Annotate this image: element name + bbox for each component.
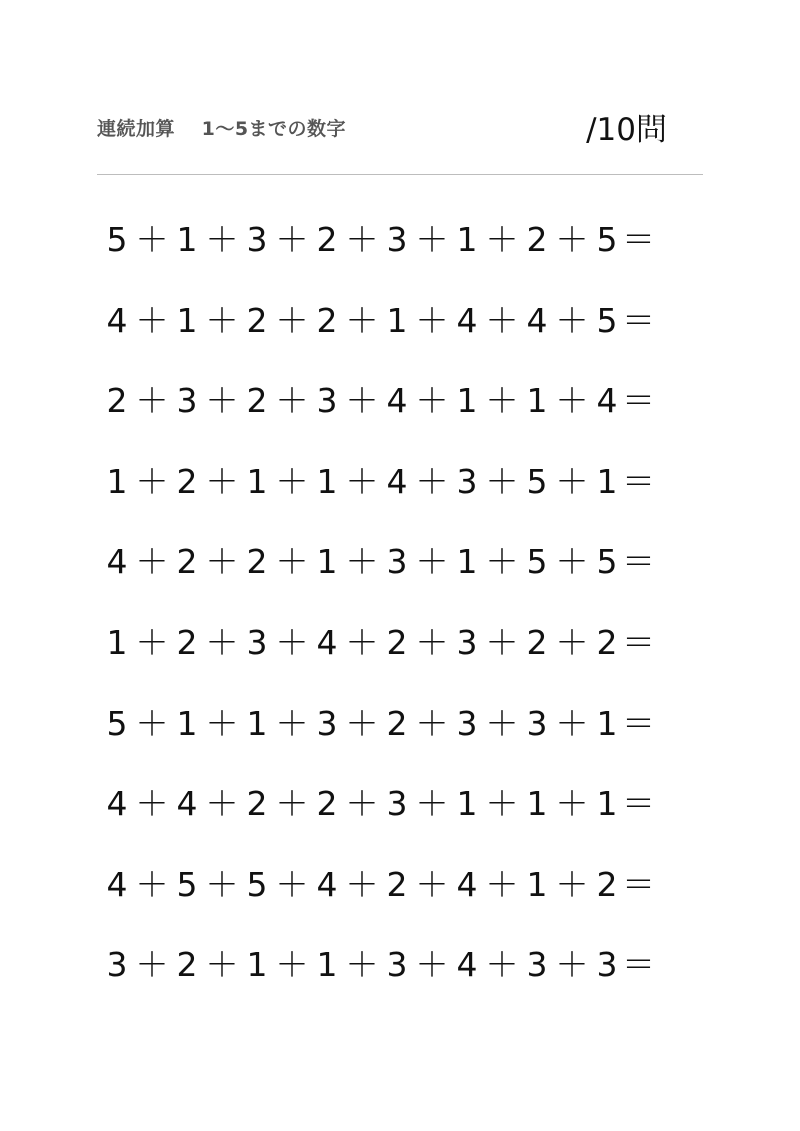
addend-number: 2: [106, 381, 128, 421]
addend-number: 1: [456, 784, 478, 824]
problem-row: [102, 859, 702, 940]
plus-sign: ＋: [205, 703, 239, 743]
addend-number: 4: [316, 864, 338, 904]
problem-row: [102, 939, 702, 1020]
plus-sign: ＋: [415, 784, 449, 824]
addend-number: 1: [246, 461, 268, 501]
addend-number: 2: [316, 784, 338, 824]
addend-number: 1: [316, 945, 338, 985]
plus-sign: ＋: [485, 784, 519, 824]
plus-sign: ＋: [135, 703, 169, 743]
addend-number: 2: [246, 542, 268, 582]
plus-sign: ＋: [415, 945, 449, 985]
plus-sign: ＋: [345, 461, 379, 501]
problem-row: [102, 375, 702, 456]
plus-sign: ＋: [485, 381, 519, 421]
plus-sign: ＋: [415, 703, 449, 743]
addend-number: 3: [246, 622, 268, 662]
addend-number: 2: [316, 220, 338, 259]
plus-sign: ＋: [345, 542, 379, 582]
equals-sign: ＝: [622, 784, 655, 824]
plus-sign: ＋: [205, 945, 239, 985]
worksheet-title: 連続加算 1〜5までの数字: [97, 118, 347, 140]
plus-sign: ＋: [205, 622, 239, 662]
plus-sign: ＋: [555, 945, 589, 985]
plus-sign: ＋: [345, 703, 379, 743]
addend-number: 4: [456, 864, 478, 904]
addend-number: 4: [106, 542, 128, 582]
plus-sign: ＋: [555, 784, 589, 824]
addend-number: 5: [526, 542, 548, 582]
addend-number: 2: [176, 622, 198, 662]
plus-sign: ＋: [135, 784, 169, 824]
plus-sign: ＋: [205, 461, 239, 501]
equals-sign: ＝: [622, 220, 655, 259]
addend-number: 1: [526, 381, 548, 421]
problem-row: [102, 295, 702, 376]
addend-number: 4: [456, 300, 478, 340]
addend-number: 1: [316, 461, 338, 501]
plus-sign: ＋: [415, 864, 449, 904]
addend-number: 3: [386, 945, 408, 985]
equals-sign: ＝: [622, 622, 655, 662]
addend-number: 5: [526, 461, 548, 501]
addend-number: 3: [526, 703, 548, 743]
addend-number: 5: [596, 220, 618, 259]
addend-number: 3: [176, 381, 198, 421]
addend-number: 4: [316, 622, 338, 662]
plus-sign: ＋: [555, 461, 589, 501]
problem-row: [102, 617, 702, 698]
addend-number: 3: [456, 622, 478, 662]
plus-sign: ＋: [275, 784, 309, 824]
addend-number: 1: [526, 864, 548, 904]
plus-sign: ＋: [205, 784, 239, 824]
addend-number: 4: [596, 381, 618, 421]
addend-number: 4: [386, 381, 408, 421]
score-label: /10問: [586, 112, 667, 148]
plus-sign: ＋: [205, 381, 239, 421]
addend-number: 3: [246, 220, 268, 259]
plus-sign: ＋: [205, 300, 239, 340]
plus-sign: ＋: [135, 461, 169, 501]
plus-sign: ＋: [485, 945, 519, 985]
plus-sign: ＋: [205, 864, 239, 904]
addend-number: 2: [176, 945, 198, 985]
addend-number: 2: [526, 220, 548, 259]
addend-number: 3: [316, 703, 338, 743]
addend-number: 3: [386, 784, 408, 824]
plus-sign: ＋: [485, 622, 519, 662]
addend-number: 1: [456, 220, 478, 259]
problem-row: [102, 214, 702, 295]
addend-number: 1: [176, 220, 198, 259]
addend-number: 5: [246, 864, 268, 904]
plus-sign: ＋: [485, 461, 519, 501]
addend-number: 3: [316, 381, 338, 421]
plus-sign: ＋: [345, 945, 379, 985]
addend-number: 1: [176, 300, 198, 340]
plus-sign: ＋: [275, 381, 309, 421]
addend-number: 4: [106, 864, 128, 904]
addend-number: 4: [176, 784, 198, 824]
addend-number: 1: [176, 703, 198, 743]
addend-number: 5: [176, 864, 198, 904]
plus-sign: ＋: [275, 542, 309, 582]
plus-sign: ＋: [135, 542, 169, 582]
addend-number: 2: [386, 864, 408, 904]
problem-row: [102, 456, 702, 537]
addend-number: 3: [456, 461, 478, 501]
addend-number: 1: [456, 381, 478, 421]
equals-sign: ＝: [622, 703, 655, 743]
plus-sign: ＋: [135, 220, 169, 259]
plus-sign: ＋: [275, 461, 309, 501]
plus-sign: ＋: [275, 703, 309, 743]
addend-number: 5: [596, 542, 618, 582]
plus-sign: ＋: [485, 300, 519, 340]
addend-number: 2: [526, 622, 548, 662]
equals-sign: ＝: [622, 300, 655, 340]
addend-number: 1: [246, 945, 268, 985]
plus-sign: ＋: [205, 542, 239, 582]
plus-sign: ＋: [415, 461, 449, 501]
plus-sign: ＋: [485, 703, 519, 743]
plus-sign: ＋: [345, 784, 379, 824]
addend-number: 1: [106, 461, 128, 501]
addend-number: 1: [456, 542, 478, 582]
plus-sign: ＋: [275, 300, 309, 340]
addend-number: 4: [456, 945, 478, 985]
addend-number: 1: [596, 784, 618, 824]
plus-sign: ＋: [555, 864, 589, 904]
plus-sign: ＋: [345, 622, 379, 662]
addend-number: 3: [456, 703, 478, 743]
addend-number: 1: [386, 300, 408, 340]
addend-number: 2: [246, 300, 268, 340]
addend-number: 3: [596, 945, 618, 985]
plus-sign: ＋: [485, 542, 519, 582]
plus-sign: ＋: [415, 220, 449, 259]
plus-sign: ＋: [485, 220, 519, 259]
header-divider: [97, 174, 703, 175]
addend-number: 3: [386, 220, 408, 259]
addend-number: 1: [596, 703, 618, 743]
plus-sign: ＋: [555, 542, 589, 582]
addend-number: 3: [526, 945, 548, 985]
addend-number: 2: [176, 542, 198, 582]
plus-sign: ＋: [415, 622, 449, 662]
plus-sign: ＋: [415, 300, 449, 340]
addend-number: 1: [526, 784, 548, 824]
addend-number: 2: [386, 622, 408, 662]
addend-number: 1: [106, 622, 128, 662]
addend-number: 1: [316, 542, 338, 582]
equals-sign: ＝: [622, 945, 655, 985]
plus-sign: ＋: [555, 300, 589, 340]
addend-number: 2: [176, 461, 198, 501]
plus-sign: ＋: [135, 945, 169, 985]
plus-sign: ＋: [275, 945, 309, 985]
problem-row: [102, 778, 702, 859]
plus-sign: ＋: [135, 300, 169, 340]
addend-number: 5: [596, 300, 618, 340]
addend-number: 2: [316, 300, 338, 340]
addend-number: 2: [596, 622, 618, 662]
equals-sign: ＝: [622, 542, 655, 582]
plus-sign: ＋: [555, 220, 589, 259]
equals-sign: ＝: [622, 381, 655, 421]
worksheet-header: [97, 104, 703, 154]
plus-sign: ＋: [135, 864, 169, 904]
addend-number: 1: [596, 461, 618, 501]
addend-number: 3: [106, 945, 128, 985]
addend-number: 2: [386, 703, 408, 743]
plus-sign: ＋: [135, 381, 169, 421]
plus-sign: ＋: [485, 864, 519, 904]
equals-sign: ＝: [622, 864, 655, 904]
plus-sign: ＋: [345, 381, 379, 421]
equals-sign: ＝: [622, 461, 655, 501]
plus-sign: ＋: [555, 381, 589, 421]
plus-sign: ＋: [555, 703, 589, 743]
plus-sign: ＋: [275, 622, 309, 662]
plus-sign: ＋: [415, 381, 449, 421]
addend-number: 5: [106, 703, 128, 743]
problem-list: [102, 214, 702, 1020]
plus-sign: ＋: [555, 622, 589, 662]
addend-number: 1: [246, 703, 268, 743]
plus-sign: ＋: [275, 220, 309, 259]
addend-number: 3: [386, 542, 408, 582]
addend-number: 4: [526, 300, 548, 340]
addend-number: 2: [596, 864, 618, 904]
addend-number: 5: [106, 220, 128, 259]
addend-number: 2: [246, 784, 268, 824]
addend-number: 4: [386, 461, 408, 501]
plus-sign: ＋: [415, 542, 449, 582]
plus-sign: ＋: [135, 622, 169, 662]
problem-row: [102, 698, 702, 779]
plus-sign: ＋: [345, 220, 379, 259]
plus-sign: ＋: [345, 300, 379, 340]
plus-sign: ＋: [345, 864, 379, 904]
addend-number: 4: [106, 300, 128, 340]
plus-sign: ＋: [205, 220, 239, 259]
plus-sign: ＋: [275, 864, 309, 904]
addend-number: 4: [106, 784, 128, 824]
problem-row: [102, 536, 702, 617]
addend-number: 2: [246, 381, 268, 421]
